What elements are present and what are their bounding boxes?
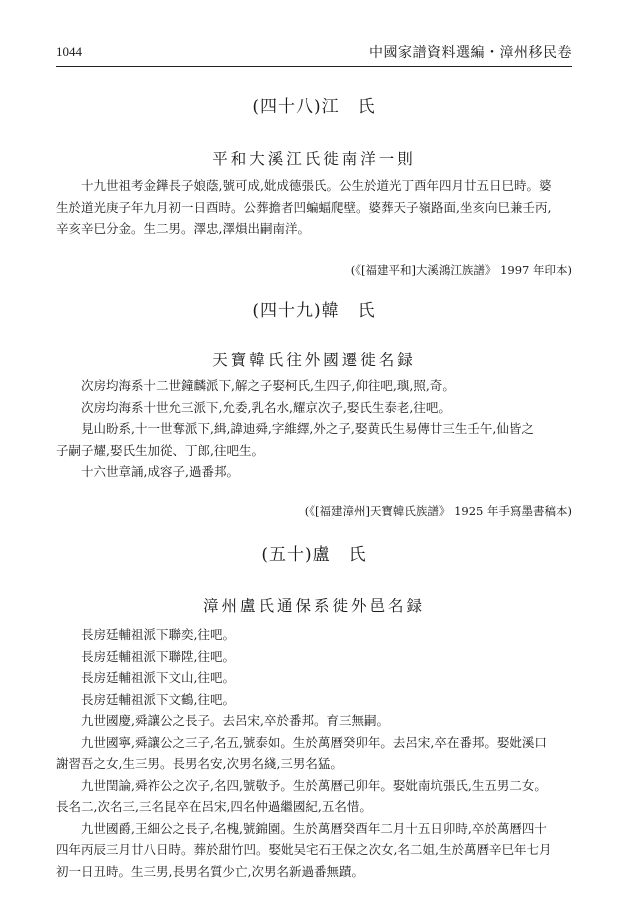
section-body [56, 175, 572, 240]
text-line: 九世國慶,舜讓公之長子。去呂宋,卒於番邦。育三無嗣。 [56, 713, 389, 728]
running-book-title: 中國家譜資料選編・漳州移民卷 [369, 45, 572, 61]
text-line: 生於道光庚子年九月初一日酉時。公葬擔者凹蝙蝠爬壁。婆葬天子嶺路面,坐亥向巳兼壬丙, [56, 199, 552, 215]
source-citation: (《[福建漳州]天寶韓氏族譜》 1925 年手寫墨書稿本) [304, 504, 572, 518]
text-line: 子嗣子耀,娶氏生加從、丁郎,往吧生。 [56, 442, 264, 458]
text-line: 長名二,次名三,三名昆卒在呂宋,四名仲過繼國紀,五名惜。 [56, 799, 372, 814]
text-line: 十九世祖考金鏵長子娘蔭,號可成,妣成德張氏。公生於道光丁酉年四月廿五日巳時。婆 [56, 178, 552, 193]
section-subtitle: 天寶韓氏往外國遷徙名録 [212, 351, 416, 369]
text-line: 見山盼系,十一世奪派下,緝,諱迪舜,字維繹,外之子,娶黄氏生易傳廿三生壬午,仙皆之 [56, 421, 534, 436]
section-title: (四十八)江 氏 [252, 97, 376, 117]
text-line: 次房均海系十二世鐘麟派下,解之子娶柯氏,生四子,仰往吧,璵,照,奇。 [56, 378, 455, 393]
text-line: 次房均海系十世允三派下,允委,乳名水,耀京次子,娶氏生泰老,往吧。 [56, 399, 451, 415]
section-title: (四十九)韓 氏 [252, 301, 376, 321]
text-line: 四年丙辰三月廿八日時。葬於甜竹凹。娶妣吴宅石王保之次女,名二姐,生於萬曆辛巳年七月 [56, 842, 552, 857]
text-line: 十六世章誦,成容子,過番邦。 [56, 464, 239, 479]
section-subtitle: 平和大溪江氏徙南洋一則 [212, 150, 416, 168]
section-title: (五十)盧 氏 [261, 545, 367, 565]
section-body [56, 375, 572, 483]
text-line: 長房廷輔祖派下文鶴,往吧。 [56, 691, 235, 707]
page-header [56, 40, 572, 66]
header-rule [56, 66, 572, 67]
source-citation: (《[福建平和]大溪鴻江族譜》 1997 年印本) [350, 263, 572, 277]
section-subtitle: 漳州盧氏通保系徙外邑名録 [202, 597, 425, 615]
text-line: 長房廷輔祖派下聯陞,往吧。 [56, 648, 235, 664]
section-body [56, 624, 572, 882]
text-line: 九世國爵,王細公之長子,名槐,號錦園。生於萬曆癸酉年二月十五日卯時,卒於萬曆四十 [56, 820, 547, 836]
text-line: 九世閏論,舜祚公之次子,名四,號敬予。生於萬曆己卯年。娶妣南坑張氏,生五男二女。 [56, 777, 547, 793]
text-line: 初一日丑時。生三男,長男名質少亡,次男名新過番無蹟。 [56, 863, 364, 879]
text-line: 長房廷輔祖派下文山,往吧。 [56, 670, 235, 685]
page-number: 1044 [56, 44, 82, 59]
text-line: 謝習吾之女,生三男。長男名安,次男名綫,三男名猛。 [56, 756, 343, 771]
text-line: 長房廷輔祖派下聯奕,往吧。 [56, 627, 235, 642]
text-line: 九世國寧,舜讓公之三子,名五,號泰如。生於萬曆癸卯年。去呂宋,卒在番邦。娶妣溪口 [56, 734, 547, 750]
text-line: 辛亥辛巳分金。生二男。澤忠,澤熉出嗣南洋。 [56, 221, 310, 236]
